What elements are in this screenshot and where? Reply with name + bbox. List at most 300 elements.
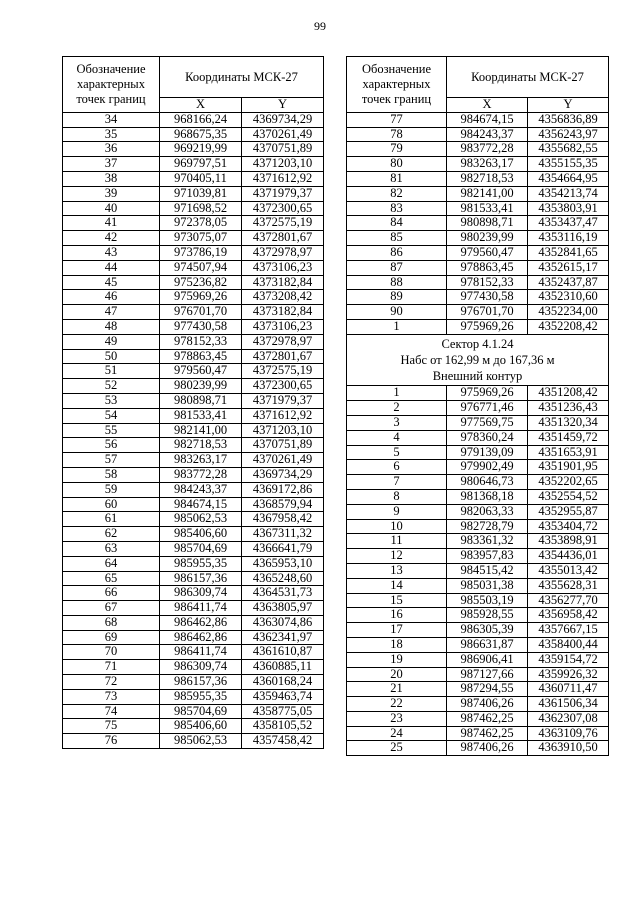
coord-y: 4351459,72	[528, 430, 609, 445]
header-y: Y	[528, 98, 609, 113]
coord-x: 968166,24	[160, 112, 242, 127]
table-row	[347, 475, 609, 490]
table-row	[63, 349, 324, 364]
coord-x: 981533,41	[160, 408, 242, 423]
point-number: 55	[63, 423, 160, 438]
table-row	[63, 171, 324, 186]
point-number: 71	[63, 660, 160, 675]
point-number: 69	[63, 630, 160, 645]
coord-x: 981533,41	[447, 201, 528, 216]
coord-x: 985955,35	[160, 556, 242, 571]
point-number: 44	[63, 260, 160, 275]
table-row	[63, 364, 324, 379]
coord-x: 980646,73	[447, 475, 528, 490]
table-row	[347, 216, 609, 231]
coord-x: 985406,60	[160, 719, 242, 734]
table-row	[63, 216, 324, 231]
table-row	[63, 556, 324, 571]
table-row	[63, 541, 324, 556]
table-row	[347, 549, 609, 564]
table-row	[347, 319, 609, 334]
coord-y: 4364531,73	[242, 586, 324, 601]
coord-x: 987294,55	[447, 682, 528, 697]
coord-x: 975969,26	[160, 290, 242, 305]
coord-x: 985503,19	[447, 593, 528, 608]
coord-y: 4373182,84	[242, 275, 324, 290]
table-row	[63, 305, 324, 320]
point-number: 74	[63, 704, 160, 719]
point-number: 5	[347, 445, 447, 460]
coord-x: 979139,09	[447, 445, 528, 460]
table-row	[347, 504, 609, 519]
table-row	[63, 645, 324, 660]
coord-x: 984243,37	[160, 482, 242, 497]
point-number: 78	[347, 127, 447, 142]
coord-y: 4351320,34	[528, 415, 609, 430]
point-number: 56	[63, 438, 160, 453]
point-number: 47	[63, 305, 160, 320]
point-number: 80	[347, 157, 447, 172]
coord-y: 4360885,11	[242, 660, 324, 675]
point-number: 52	[63, 379, 160, 394]
coord-x: 986305,39	[447, 623, 528, 638]
coord-y: 4373106,23	[242, 260, 324, 275]
table-row	[347, 231, 609, 246]
table-row	[63, 275, 324, 290]
point-number: 62	[63, 527, 160, 542]
table-row	[63, 586, 324, 601]
table-row	[347, 637, 609, 652]
table-row	[347, 593, 609, 608]
table-row	[63, 423, 324, 438]
table-row	[63, 245, 324, 260]
coord-x: 986309,74	[160, 660, 242, 675]
table-row	[63, 467, 324, 482]
table-row	[63, 379, 324, 394]
coord-y: 4352310,60	[528, 290, 609, 305]
coord-y: 4372801,67	[242, 231, 324, 246]
table-row	[63, 571, 324, 586]
table-row	[347, 430, 609, 445]
header-x: X	[160, 98, 242, 113]
point-number: 1	[347, 386, 447, 401]
coord-x: 977569,75	[447, 415, 528, 430]
point-number: 46	[63, 290, 160, 305]
coord-y: 4372300,65	[242, 379, 324, 394]
point-number: 39	[63, 186, 160, 201]
coord-x: 979560,47	[447, 245, 528, 260]
table-row	[63, 157, 324, 172]
point-number: 43	[63, 245, 160, 260]
coord-y: 4352202,65	[528, 475, 609, 490]
coord-y: 4357458,42	[242, 734, 324, 749]
point-number: 83	[347, 201, 447, 216]
coord-y: 4360711,47	[528, 682, 609, 697]
table-row	[347, 386, 609, 401]
coord-x: 983263,17	[447, 157, 528, 172]
point-number: 72	[63, 675, 160, 690]
table-row	[63, 186, 324, 201]
point-number: 34	[63, 112, 160, 127]
table-row	[347, 563, 609, 578]
table-row	[63, 127, 324, 142]
table-row	[347, 142, 609, 157]
point-number: 8	[347, 489, 447, 504]
point-number: 1	[347, 319, 447, 334]
table-row	[63, 112, 324, 127]
sector-header-row	[347, 334, 609, 386]
point-number: 38	[63, 171, 160, 186]
point-number: 77	[347, 112, 447, 127]
coord-x: 973075,07	[160, 231, 242, 246]
sector-contour: Внешний контур	[432, 369, 523, 384]
point-number: 10	[347, 519, 447, 534]
coord-x: 980898,71	[160, 393, 242, 408]
coord-y: 4373106,23	[242, 319, 324, 334]
table-row	[347, 682, 609, 697]
coord-y: 4357667,15	[528, 623, 609, 638]
point-number: 73	[63, 689, 160, 704]
coord-y: 4371979,37	[242, 186, 324, 201]
coord-x: 983263,17	[160, 453, 242, 468]
coord-y: 4367958,42	[242, 512, 324, 527]
coord-y: 4372575,19	[242, 364, 324, 379]
point-number: 89	[347, 290, 447, 305]
point-number: 42	[63, 231, 160, 246]
point-number: 4	[347, 430, 447, 445]
table-row	[347, 157, 609, 172]
table-row	[347, 697, 609, 712]
coord-y: 4362307,08	[528, 711, 609, 726]
coord-x: 982718,53	[447, 171, 528, 186]
coord-x: 985928,55	[447, 608, 528, 623]
coord-x: 984674,15	[447, 112, 528, 127]
point-number: 2	[347, 401, 447, 416]
coord-x: 984674,15	[160, 497, 242, 512]
coord-y: 4358400,44	[528, 637, 609, 652]
point-number: 20	[347, 667, 447, 682]
point-number: 86	[347, 245, 447, 260]
header-y: Y	[242, 98, 324, 113]
coord-y: 4354213,74	[528, 186, 609, 201]
point-number: 24	[347, 726, 447, 741]
coord-y: 4366641,79	[242, 541, 324, 556]
point-number: 25	[347, 741, 447, 756]
right-table-body-bottom	[347, 386, 609, 756]
coord-y: 4354436,01	[528, 549, 609, 564]
point-number: 79	[347, 142, 447, 157]
coord-y: 4370751,89	[242, 142, 324, 157]
coord-x: 984515,42	[447, 563, 528, 578]
coord-x: 982718,53	[160, 438, 242, 453]
coord-x: 982141,00	[447, 186, 528, 201]
coord-x: 986157,36	[160, 571, 242, 586]
coord-x: 986411,74	[160, 601, 242, 616]
table-row	[63, 201, 324, 216]
coord-x: 985704,69	[160, 541, 242, 556]
point-number: 54	[63, 408, 160, 423]
coord-x: 983772,28	[447, 142, 528, 157]
table-row	[347, 519, 609, 534]
point-number: 60	[63, 497, 160, 512]
sector-title: Сектор 4.1.24	[441, 336, 514, 351]
coord-x: 986309,74	[160, 586, 242, 601]
coord-x: 975236,82	[160, 275, 242, 290]
coord-x: 985031,38	[447, 578, 528, 593]
point-number: 66	[63, 586, 160, 601]
coord-y: 4352615,17	[528, 260, 609, 275]
coord-y: 4356277,70	[528, 593, 609, 608]
coord-x: 985955,35	[160, 689, 242, 704]
coord-y: 4370751,89	[242, 438, 324, 453]
header-x: X	[447, 98, 528, 113]
table-row	[63, 334, 324, 349]
coord-y: 4373208,42	[242, 290, 324, 305]
table-row	[347, 201, 609, 216]
coord-y: 4355013,42	[528, 563, 609, 578]
point-number: 48	[63, 319, 160, 334]
coord-y: 4369172,86	[242, 482, 324, 497]
coord-x: 977430,58	[160, 319, 242, 334]
coord-x: 973786,19	[160, 245, 242, 260]
coord-y: 4352841,65	[528, 245, 609, 260]
point-number: 41	[63, 216, 160, 231]
coord-x: 982063,33	[447, 504, 528, 519]
coordinates-table-right	[346, 56, 609, 756]
coord-y: 4371612,92	[242, 408, 324, 423]
table-row	[347, 608, 609, 623]
coord-y: 4365953,10	[242, 556, 324, 571]
table-row	[63, 615, 324, 630]
coord-x: 971698,52	[160, 201, 242, 216]
point-number: 16	[347, 608, 447, 623]
coord-x: 987462,25	[447, 711, 528, 726]
point-number: 45	[63, 275, 160, 290]
table-row	[347, 401, 609, 416]
point-number: 51	[63, 364, 160, 379]
table-row	[347, 489, 609, 504]
coord-y: 4371203,10	[242, 157, 324, 172]
coord-x: 976771,46	[447, 401, 528, 416]
coord-y: 4371203,10	[242, 423, 324, 438]
page-number: 99	[314, 19, 326, 33]
coord-x: 980239,99	[447, 231, 528, 246]
point-number: 17	[347, 623, 447, 638]
table-row	[347, 186, 609, 201]
coord-y: 4351653,91	[528, 445, 609, 460]
coord-y: 4355155,35	[528, 157, 609, 172]
point-number: 36	[63, 142, 160, 157]
table-row	[63, 512, 324, 527]
coord-x: 986157,36	[160, 675, 242, 690]
coord-y: 4370261,49	[242, 453, 324, 468]
coord-y: 4360168,24	[242, 675, 324, 690]
table-row	[347, 726, 609, 741]
coord-y: 4352208,42	[528, 319, 609, 334]
point-number: 18	[347, 637, 447, 652]
point-number: 23	[347, 711, 447, 726]
table-row	[63, 290, 324, 305]
coord-x: 980239,99	[160, 379, 242, 394]
table-row	[347, 415, 609, 430]
point-number: 68	[63, 615, 160, 630]
coord-y: 4363805,97	[242, 601, 324, 616]
coord-x: 975969,26	[447, 386, 528, 401]
coord-y: 4368579,94	[242, 497, 324, 512]
point-number: 90	[347, 305, 447, 320]
table-row	[347, 112, 609, 127]
coord-x: 979902,49	[447, 460, 528, 475]
coord-y: 4358105,52	[242, 719, 324, 734]
table-row	[347, 534, 609, 549]
table-row	[347, 171, 609, 186]
point-number: 3	[347, 415, 447, 430]
coord-x: 977430,58	[447, 290, 528, 305]
header-coordinates: Координаты МСК-27	[447, 57, 609, 98]
coord-y: 4352437,87	[528, 275, 609, 290]
point-number: 61	[63, 512, 160, 527]
coord-y: 4353437,47	[528, 216, 609, 231]
table-row	[347, 275, 609, 290]
table-row	[347, 578, 609, 593]
coord-y: 4372978,97	[242, 245, 324, 260]
coord-x: 979560,47	[160, 364, 242, 379]
table-row	[63, 231, 324, 246]
table-row	[63, 408, 324, 423]
coord-x: 984243,37	[447, 127, 528, 142]
coord-y: 4365248,60	[242, 571, 324, 586]
point-number: 50	[63, 349, 160, 364]
coord-x: 974507,94	[160, 260, 242, 275]
coord-y: 4371612,92	[242, 171, 324, 186]
coord-x: 968675,35	[160, 127, 242, 142]
left-table-body	[63, 112, 324, 748]
table-row	[347, 290, 609, 305]
coord-x: 987406,26	[447, 697, 528, 712]
table-row	[347, 711, 609, 726]
table-row	[347, 260, 609, 275]
coord-x: 983772,28	[160, 467, 242, 482]
coord-x: 972378,05	[160, 216, 242, 231]
coord-y: 4367311,32	[242, 527, 324, 542]
coord-x: 983957,83	[447, 549, 528, 564]
header-coordinates: Координаты МСК-27	[160, 57, 324, 98]
point-number: 22	[347, 697, 447, 712]
coord-y: 4361506,34	[528, 697, 609, 712]
table-row	[347, 741, 609, 756]
table-row	[63, 319, 324, 334]
table-row	[63, 704, 324, 719]
point-number: 12	[347, 549, 447, 564]
coord-x: 971039,81	[160, 186, 242, 201]
point-number: 7	[347, 475, 447, 490]
coord-x: 980898,71	[447, 216, 528, 231]
coord-y: 4370261,49	[242, 127, 324, 142]
point-number: 9	[347, 504, 447, 519]
point-number: 70	[63, 645, 160, 660]
point-number: 40	[63, 201, 160, 216]
point-number: 63	[63, 541, 160, 556]
coord-x: 969797,51	[160, 157, 242, 172]
table-row	[347, 667, 609, 682]
point-number: 67	[63, 601, 160, 616]
coord-y: 4363074,86	[242, 615, 324, 630]
table-row	[63, 630, 324, 645]
coord-y: 4352554,52	[528, 489, 609, 504]
point-number: 58	[63, 467, 160, 482]
sector-header	[347, 334, 609, 386]
coord-x: 976701,70	[447, 305, 528, 320]
table-row	[63, 142, 324, 157]
coord-y: 4372801,67	[242, 349, 324, 364]
coord-y: 4353898,91	[528, 534, 609, 549]
coord-y: 4351901,95	[528, 460, 609, 475]
coord-y: 4356243,97	[528, 127, 609, 142]
table-row	[347, 445, 609, 460]
table-row	[63, 393, 324, 408]
point-number: 6	[347, 460, 447, 475]
coord-y: 4371979,37	[242, 393, 324, 408]
table-row	[63, 527, 324, 542]
coord-y: 4361610,87	[242, 645, 324, 660]
coord-y: 4355682,55	[528, 142, 609, 157]
coord-x: 987127,66	[447, 667, 528, 682]
coord-x: 985062,53	[160, 734, 242, 749]
point-number: 88	[347, 275, 447, 290]
coord-y: 4372978,97	[242, 334, 324, 349]
coord-y: 4358775,05	[242, 704, 324, 719]
right-table-body-top	[347, 112, 609, 334]
coord-y: 4373182,84	[242, 305, 324, 320]
coord-x: 978152,33	[447, 275, 528, 290]
point-number: 65	[63, 571, 160, 586]
table-row	[63, 482, 324, 497]
coord-y: 4352234,00	[528, 305, 609, 320]
table-row	[63, 689, 324, 704]
coord-y: 4353404,72	[528, 519, 609, 534]
coord-x: 970405,11	[160, 171, 242, 186]
coord-y: 4351236,43	[528, 401, 609, 416]
point-number: 15	[347, 593, 447, 608]
coord-y: 4353116,19	[528, 231, 609, 246]
point-number: 14	[347, 578, 447, 593]
coord-x: 976701,70	[160, 305, 242, 320]
coord-x: 978863,45	[160, 349, 242, 364]
point-number: 87	[347, 260, 447, 275]
coord-y: 4355628,31	[528, 578, 609, 593]
table-row	[347, 623, 609, 638]
table-row	[63, 453, 324, 468]
point-number: 35	[63, 127, 160, 142]
coord-y: 4354664,95	[528, 171, 609, 186]
table-row	[347, 245, 609, 260]
coord-x: 986411,74	[160, 645, 242, 660]
coord-x: 986631,87	[447, 637, 528, 652]
coord-y: 4353803,91	[528, 201, 609, 216]
coord-y: 4369734,29	[242, 467, 324, 482]
coord-y: 4359154,72	[528, 652, 609, 667]
point-number: 57	[63, 453, 160, 468]
coord-x: 969219,99	[160, 142, 242, 157]
point-number: 85	[347, 231, 447, 246]
header-point-label: Обозначение характерных точек границ	[63, 57, 160, 113]
point-number: 59	[63, 482, 160, 497]
table-row	[63, 601, 324, 616]
coord-x: 985704,69	[160, 704, 242, 719]
point-number: 64	[63, 556, 160, 571]
coord-y: 4359926,32	[528, 667, 609, 682]
table-row	[347, 460, 609, 475]
